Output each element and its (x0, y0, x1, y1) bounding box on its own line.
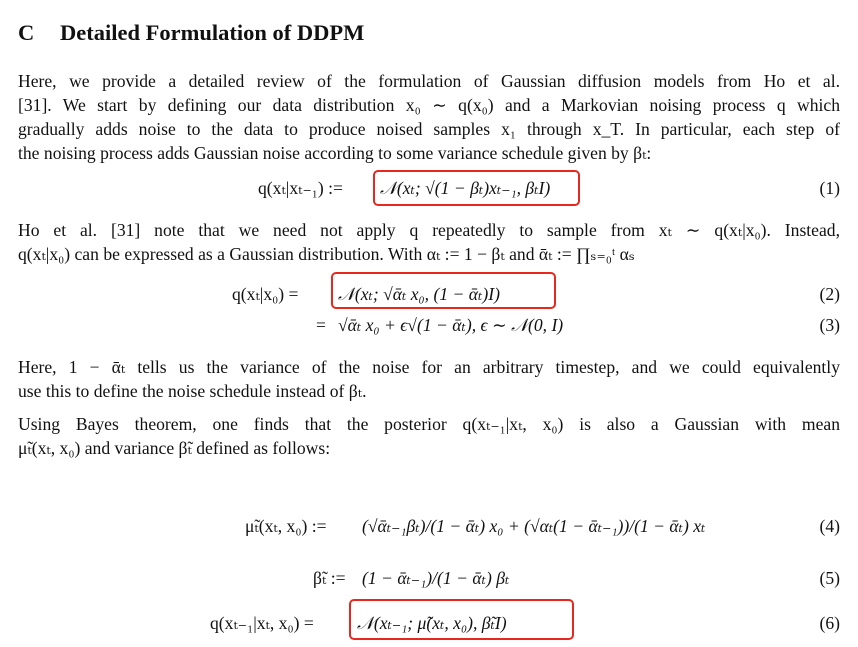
equation-6-lhs: q(xₜ₋₁|xₜ, x₀) = (210, 613, 314, 633)
equation-6-number: (6) (819, 613, 840, 633)
section-title: Detailed Formulation of DDPM (60, 20, 365, 45)
equation-2-rhs: 𝒩(xₜ; √ᾱₜ x₀, (1 − ᾱₜ)I) (338, 284, 500, 304)
section-number: C (18, 20, 35, 45)
text-line: [31]. We start by defining our data distribution x₀ ∼ q(x₀) and a Markovian noising process q which (18, 95, 840, 115)
equation-1-number: (1) (819, 178, 840, 198)
text-line: Ho et al. [31] note that we need not apply q repeatedly to sample from xₜ ∼ q(xₜ|x₀). Instead, (18, 220, 840, 240)
equation-1-rhs: 𝒩(xₜ; √(1 − βₜ)xₜ₋₁, βₜI) (380, 178, 551, 198)
equation-6-rhs: 𝒩(xₜ₋₁; μ̃(xₜ, x₀), β̃ₜI) (357, 613, 507, 633)
text-line: gradually adds noise to the data to produce noised samples x₁ through x_T. In particular, each step of (18, 119, 840, 139)
text-line: Using Bayes theorem, one finds that the posterior q(xₜ₋₁|xₜ, x₀) is also a Gaussian with mean (18, 414, 840, 434)
text-line: Here, 1 − ᾱₜ tells us the variance of the noise for an arbitrary timestep, and we could equivalently (18, 357, 840, 377)
equation-4-lhs: μ̃ₜ(xₜ, x₀) := (245, 516, 327, 536)
text-line: q(xₜ|x₀) can be expressed as a Gaussian distribution. With αₜ := 1 − βₜ and ᾱₜ := ∏ₛ₌₀ᵗ αₛ (18, 244, 635, 264)
equation-4-rhs: (√ᾱₜ₋₁βₜ)/(1 − ᾱₜ) x₀ + (√αₜ(1 − ᾱₜ₋₁))/(1 − ᾱₜ) xₜ (362, 516, 706, 536)
text-line: μ̃ₜ(xₜ, x₀) and variance β̃ₜ defined as follows: (18, 438, 331, 458)
text-line: the noising process adds Gaussian noise according to some variance schedule given by βₜ: (18, 143, 652, 163)
equation-5-lhs: β̃ₜ := (313, 568, 346, 588)
equation-3-number: (3) (819, 315, 840, 335)
equation-3-rhs: √ᾱₜ x₀ + ϵ√(1 − ᾱₜ), ϵ ∼ 𝒩(0, I) (338, 315, 564, 335)
intro-paragraph (18, 69, 840, 165)
variance-paragraph (18, 355, 840, 403)
equation-5-number: (5) (819, 568, 840, 588)
equation-1-lhs: q(xₜ|xₜ₋₁) := (258, 178, 343, 198)
section-heading (18, 17, 364, 49)
equation-3-lhs: = (316, 315, 326, 335)
text-line: Here, we provide a detailed review of the formulation of Gaussian diffusion models from Ho et al. (18, 71, 840, 91)
equation-5-rhs: (1 − ᾱₜ₋₁)/(1 − ᾱₜ) βₜ (362, 568, 510, 588)
equation-2-number: (2) (819, 284, 840, 304)
equation-2-lhs: q(xₜ|x₀) = (232, 284, 299, 304)
equation-4-number: (4) (819, 516, 840, 536)
bayes-paragraph (18, 412, 840, 460)
text-line: use this to define the noise schedule instead of βₜ. (18, 381, 367, 401)
ho-note-paragraph (18, 218, 840, 266)
